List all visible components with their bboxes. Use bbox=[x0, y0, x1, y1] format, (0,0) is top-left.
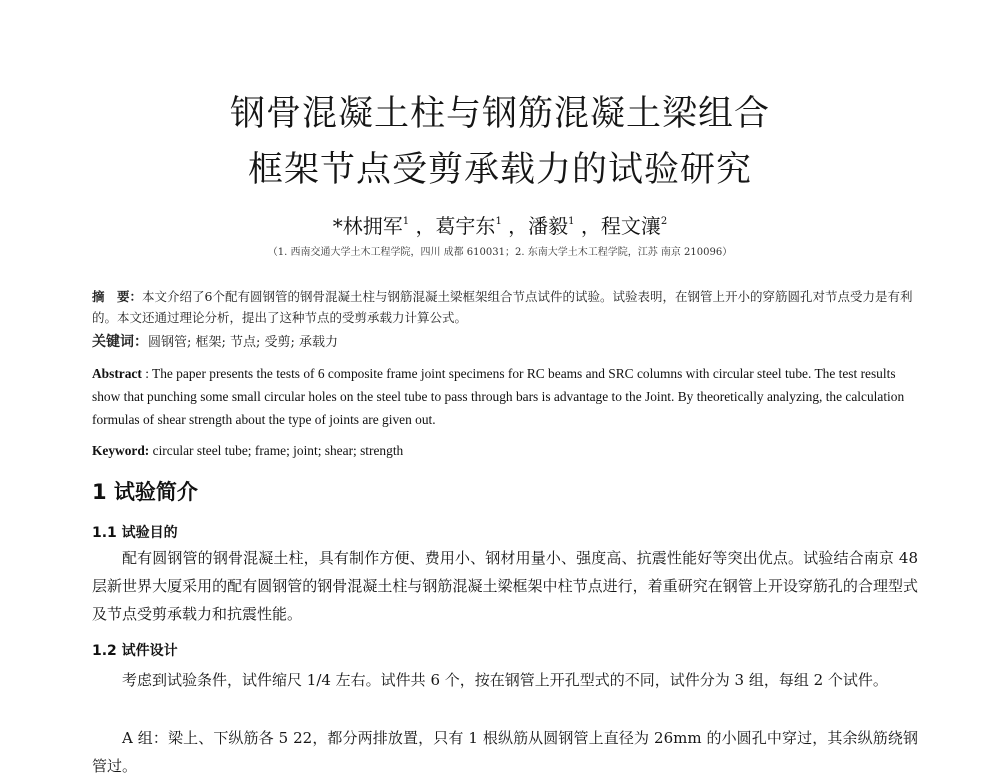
author-3: ，潘毅 bbox=[508, 214, 569, 238]
author-4: ，程文瀼 bbox=[580, 214, 661, 238]
abstract-cn bbox=[92, 286, 922, 328]
keywords-cn bbox=[92, 332, 922, 353]
keywords-en-text: circular steel tube; frame; joint; shear; strength bbox=[149, 443, 404, 458]
author-1: *林拥军 bbox=[332, 214, 403, 238]
section-1-1-heading: 1.1 试验目的 bbox=[92, 525, 178, 541]
paper-title-line-2: 框架节点受剪承载力的试验研究 bbox=[247, 150, 752, 190]
section-1-2-paragraph-2: A 组：梁上、下纵筋各 5 22，都分两排放置，只有 1 根纵筋从圆钢管上直径为 26mm 的小圆孔中穿过，其余纵筋绕钢管过。 bbox=[92, 729, 918, 775]
affiliation-line: （1. 西南交通大学土木工程学院，四川 成都 610031；2. 东南大学土木工程学院，江苏 南京 210096） bbox=[267, 247, 733, 258]
author-list bbox=[0, 210, 1000, 239]
section-1-1-paragraph: 配有圆钢管的钢骨混凝土柱，具有制作方便、费用小、钢材用量小、强度高、抗震性能好等突出优点。试验结合南京 48 层新世界大厦采用的配有圆钢管的钢骨混凝土柱与钢筋混凝土梁框架中柱节点进行，着重研究在钢管上开设穿筋孔的合理型式及节点受剪承载力和抗震性能。 bbox=[92, 549, 918, 623]
keywords-en-label: Keyword: bbox=[92, 443, 150, 458]
abstract-cn-label: 摘 要： bbox=[92, 289, 143, 304]
paper-title-line-1: 钢骨混凝土柱与钢筋混凝土梁组合 bbox=[229, 94, 770, 134]
author-1-affil-mark: 1 bbox=[402, 216, 410, 227]
author-2-affil-mark: 1 bbox=[495, 216, 502, 227]
abstract-en-label: Abstract bbox=[92, 366, 142, 381]
keywords-en bbox=[92, 439, 922, 462]
section-1-2-paragraph-1: 考虑到试验条件，试件缩尺 1/4 左右。试件共 6 个，按在钢管上开孔型式的不同，试件分为 3 组，每组 2 个试件。 bbox=[122, 671, 888, 689]
section-1-2-heading: 1.2 试件设计 bbox=[92, 643, 178, 659]
keywords-cn-label: 关键词： bbox=[92, 334, 148, 350]
abstract-cn-text: 本文介绍了6个配有圆钢管的钢骨混凝土柱与钢筋混凝土梁框架组合节点试件的试验。试验表明，在钢管上开小的穿筋圆孔对节点受力是有利的。本文还通过理论分析，提出了这种节点的受剪承载力计算公式。 bbox=[92, 289, 913, 325]
author-3-affil-mark: 1 bbox=[568, 216, 575, 227]
abstract-en-text: : The paper presents the tests of 6 composite frame joint specimens for RC beams and SRC columns with circular steel tube. The test results show that punching some small circular holes on the steel tube to pass through bars is advantage to the Joint. By theoretically analyzing, the calculation formulas of shear strength about the type of joints are given out. bbox=[92, 366, 905, 427]
abstract-en bbox=[92, 362, 922, 431]
author-4-affil-mark: 2 bbox=[660, 216, 668, 227]
keywords-cn-text: 圆钢管; 框架; 节点; 受剪; 承载力 bbox=[148, 335, 339, 350]
section-1-heading: 1 试验简介 bbox=[92, 480, 198, 504]
author-2: ，葛宇东 bbox=[415, 214, 496, 238]
